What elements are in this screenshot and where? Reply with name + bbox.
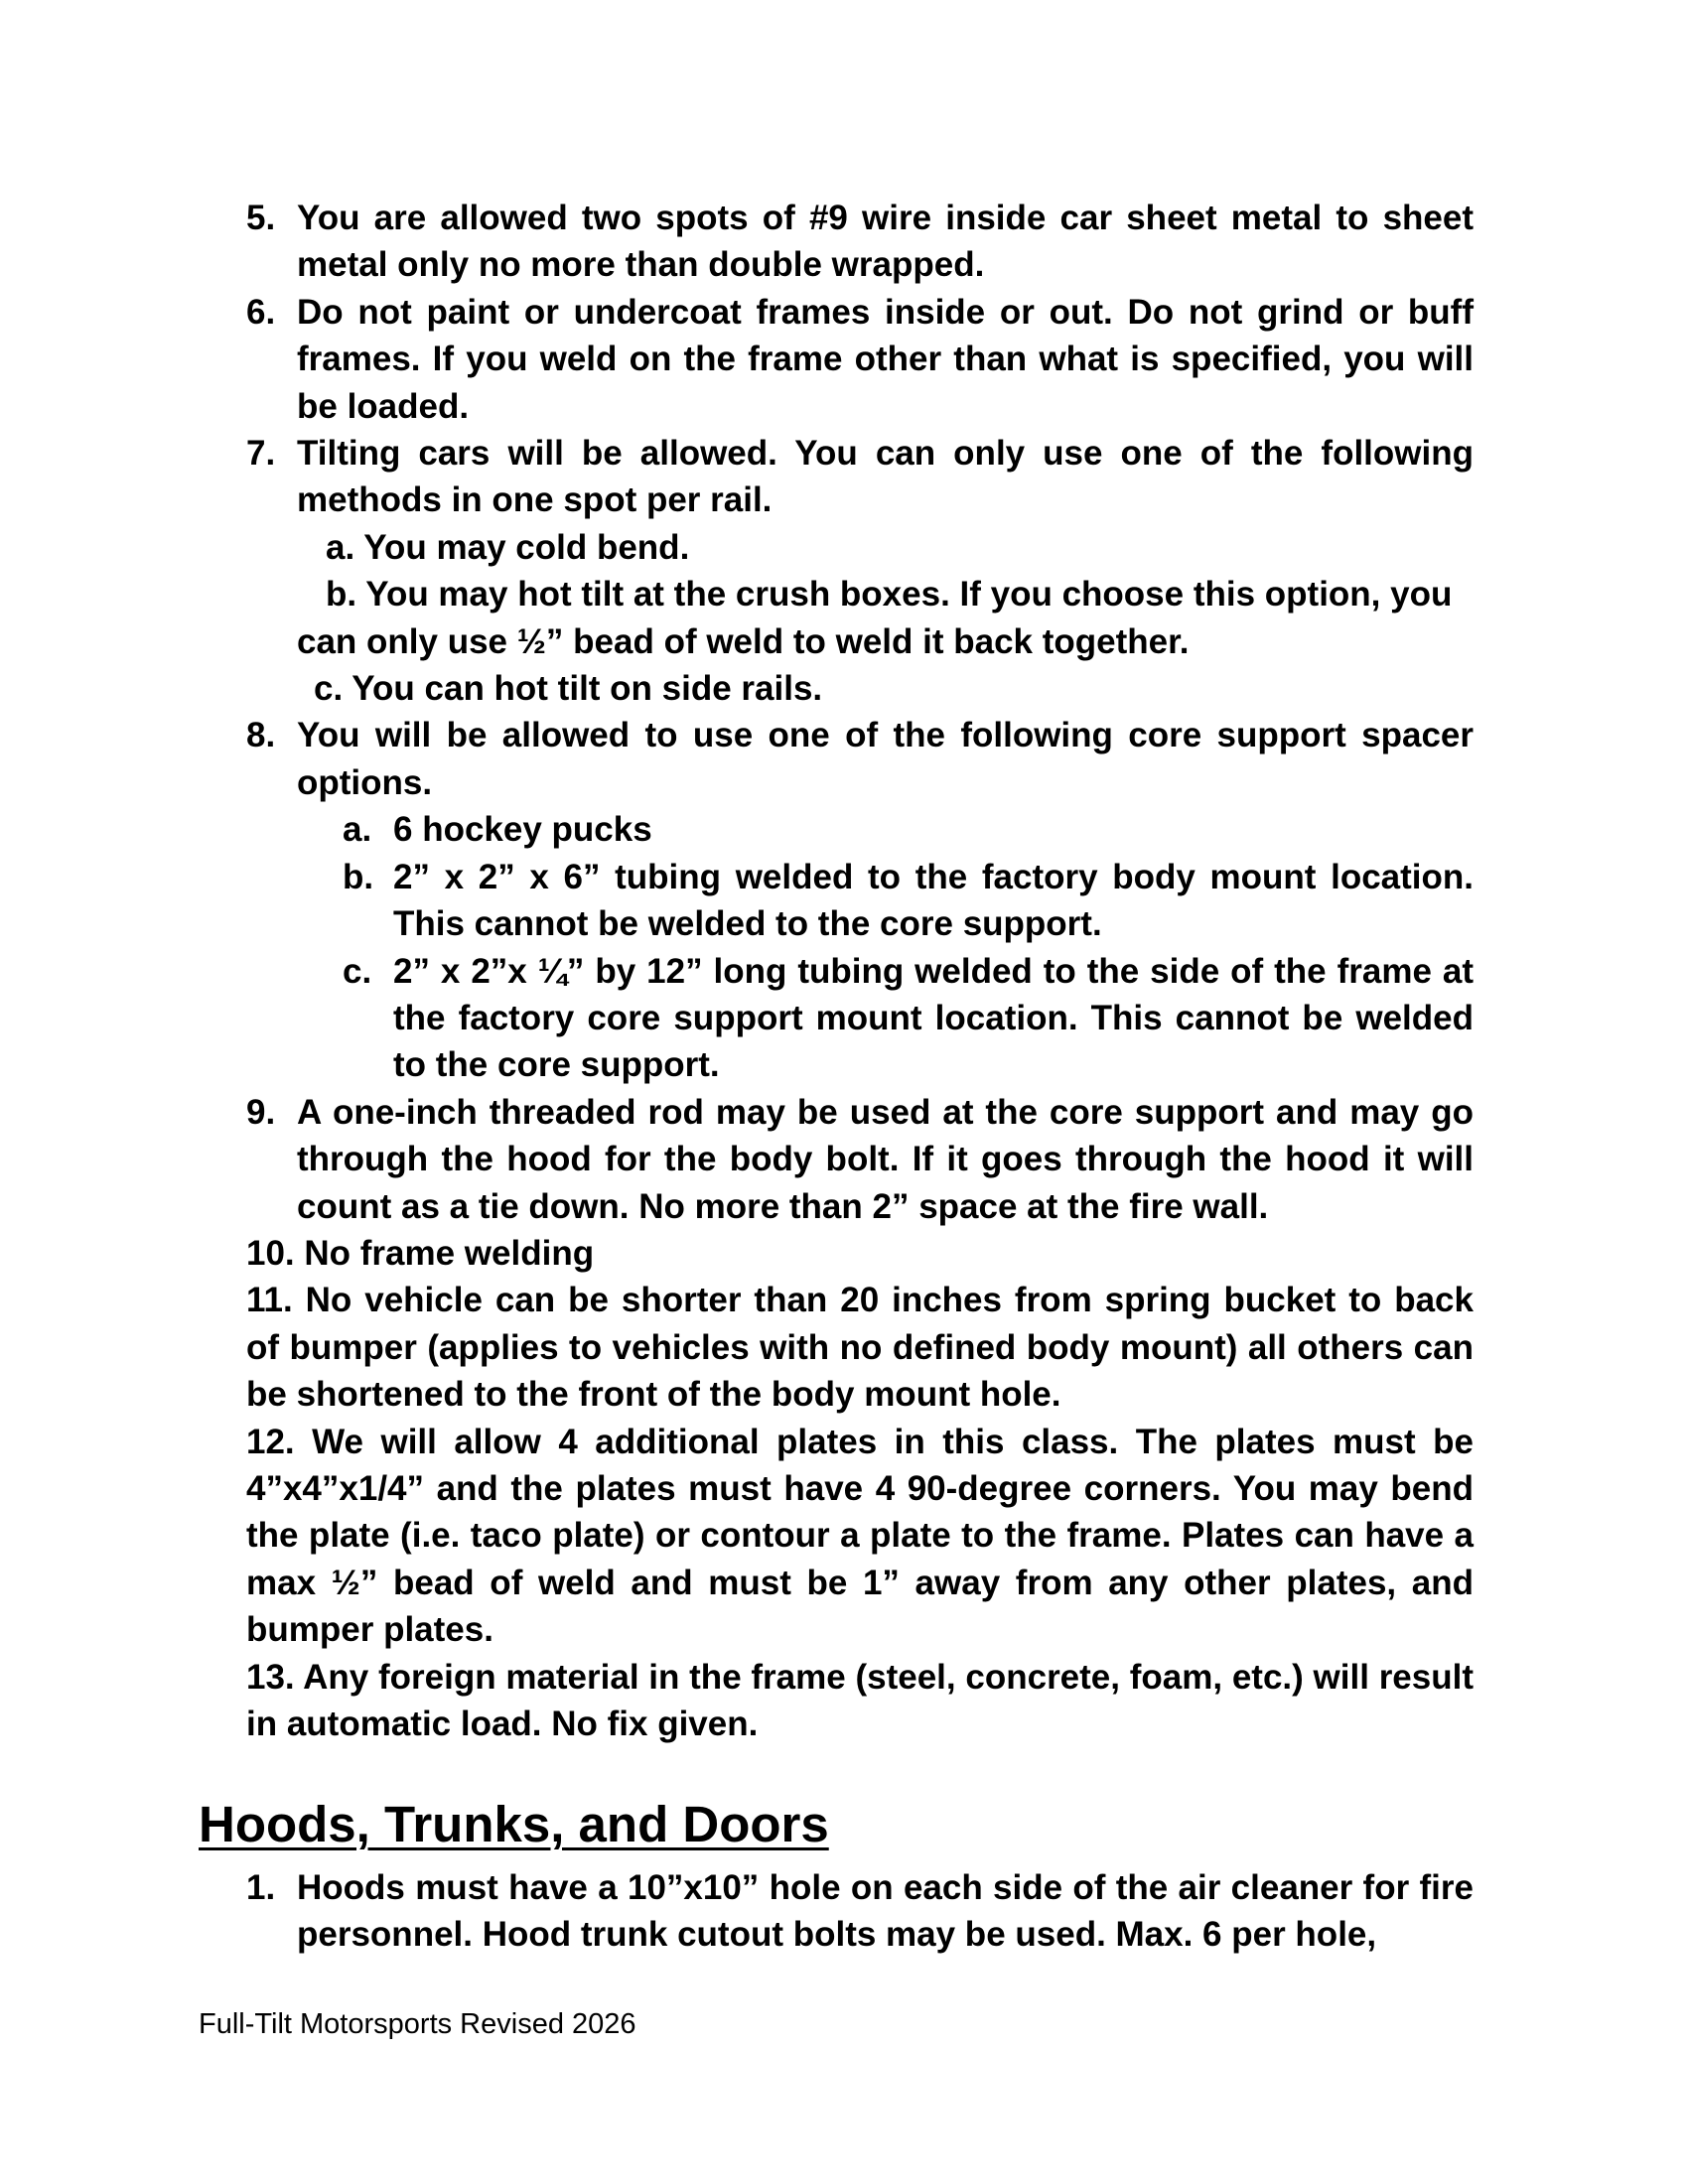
- rule-item-10: 10. No frame welding: [246, 1233, 595, 1273]
- rule-item-5: [246, 195, 1474, 289]
- page-footer: Full-Tilt Motorsports Revised 2026: [199, 2008, 636, 2040]
- section-heading: Hoods, Trunks, and Doors: [199, 1796, 829, 1852]
- rule-number: 7.: [246, 434, 276, 474]
- rule-text: Hoods must have a 10”x10” hole on each side of the air cleaner for fire personnel. Hood trunk cutout bolts may be used. Max. 6 per hole,: [297, 1868, 1474, 1955]
- rule-7-option-a: a. You may cold bend.: [326, 527, 690, 567]
- rule-8-option-b: [246, 854, 1474, 948]
- rule-item-6: [246, 289, 1474, 430]
- hoods-rules-list: [246, 1864, 1474, 1959]
- rule-item-11: 11. No vehicle can be shorter than 20 inches from spring bucket to back of bumper (applies to vehicles with no defined body mount) all others can be shortened to the front of the body mount hole.: [246, 1281, 1474, 1415]
- rule-text: You are allowed two spots of #9 wire inside car sheet metal to sheet metal only no more than double wrapped.: [297, 199, 1474, 285]
- rule-item-13: 13. Any foreign material in the frame (steel, concrete, foam, etc.) will result in automatic load. No fix given.: [246, 1657, 1474, 1743]
- option-text: 2” x 2” x 6” tubing welded to the factory body mount location. This cannot be welded to the core support.: [393, 857, 1474, 944]
- rule-number: 8.: [246, 716, 276, 755]
- rule-number: 9.: [246, 1092, 276, 1132]
- rule-number: 6.: [246, 292, 276, 332]
- rule-item-9: [246, 1089, 1474, 1230]
- hoods-rule-item-1: [246, 1864, 1474, 1959]
- rule-number: 1.: [246, 1868, 276, 1907]
- option-letter: a.: [343, 810, 372, 850]
- rule-text: A one-inch threaded rod may be used at the core support and may go through the hood for the body bolt. If it goes through the hood it will count as a tie down. No more than 2” space at the fire wall.: [297, 1092, 1474, 1226]
- rule-7-option-b: b. You may hot tilt at the crush boxes. If you choose this option, you: [326, 575, 1453, 614]
- option-text: 2” x 2”x ¼” by 12” long tubing welded to the side of the frame at the factory core support mount location. This cannot be welded to the core support.: [393, 951, 1474, 1085]
- rule-number: 5.: [246, 199, 276, 237]
- frame-rules-list: [246, 195, 1474, 1747]
- rule-7-option-b-continued: can only use ½” bead of weld to weld it back together.: [297, 621, 1190, 661]
- rule-text: You will be allowed to use one of the following core support spacer options.: [297, 716, 1474, 802]
- rule-item-12: 12. We will allow 4 additional plates in this class. The plates must be 4”x4”x1/4” and the plates must have 4 90-degree corners. You may bend the plate (i.e. taco plate) or contour a plate to the frame. Plates can have a max ½” bead of weld and must be 1” away from any other plates, and bumper plates.: [246, 1422, 1474, 1650]
- rule-7-option-c: c. You can hot tilt on side rails.: [314, 669, 823, 709]
- rule-text: Tilting cars will be allowed. You can only use one of the following methods in one spot per rail.: [297, 434, 1474, 520]
- option-letter: b.: [343, 857, 374, 896]
- option-text: 6 hockey pucks: [393, 810, 652, 850]
- option-letter: c.: [343, 951, 372, 991]
- rule-8-option-c: [246, 948, 1474, 1089]
- rule-item-8: [246, 712, 1474, 806]
- rule-8-option-a: [246, 806, 1474, 853]
- rule-text: Do not paint or undercoat frames inside or out. Do not grind or buff frames. If you weld on the frame other than what is specified, you will be loaded.: [297, 292, 1474, 426]
- rule-item-7: [246, 430, 1474, 524]
